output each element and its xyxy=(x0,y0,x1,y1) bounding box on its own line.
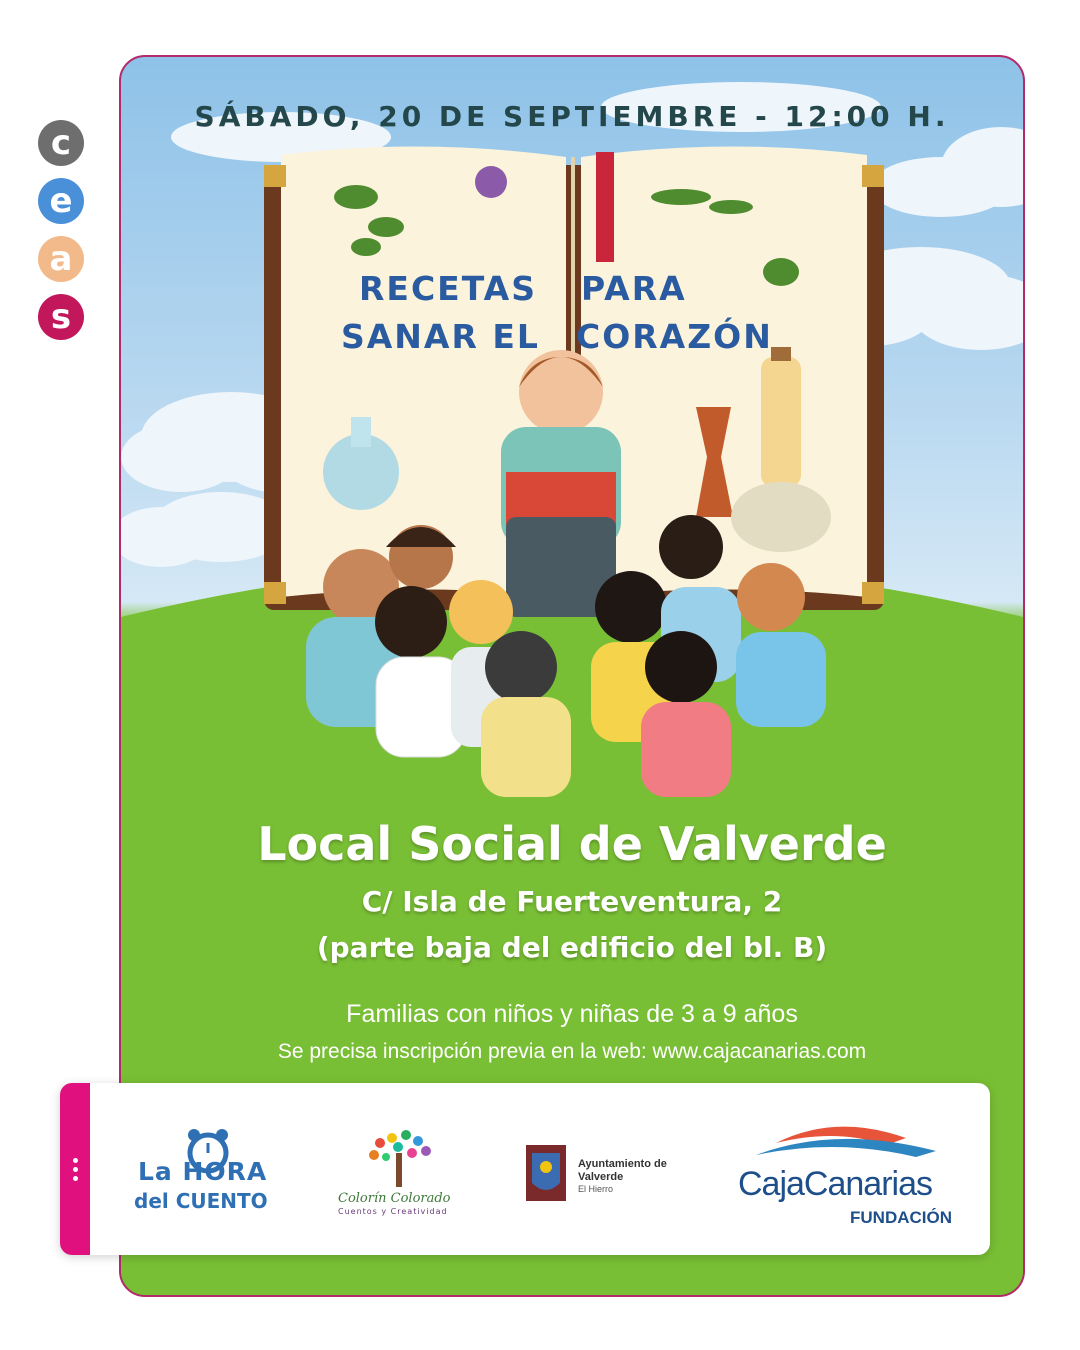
ayuntamiento-valverde-logo xyxy=(522,1083,722,1255)
colorin-subtitle: Cuentos y Creatividad xyxy=(338,1207,448,1216)
waves-icon xyxy=(736,1083,966,1163)
hora-title: La HORA xyxy=(138,1157,268,1186)
book-title-word-4: CORAZÓN xyxy=(576,317,773,356)
ceas-brand-letters xyxy=(38,120,86,352)
tree-icon xyxy=(330,1083,470,1193)
book-title-word-3: SANAR EL xyxy=(341,317,540,356)
book-title-word-1: RECETAS xyxy=(359,269,537,308)
ayto-subtitle: El Hierro xyxy=(578,1184,614,1194)
more-dots-icon[interactable] xyxy=(73,1158,78,1181)
la-hora-del-cuento-logo xyxy=(130,1083,290,1255)
audience-text: Familias con niños y niñas de 3 a 9 años xyxy=(346,1000,798,1028)
brand-letter-s: s xyxy=(38,294,84,340)
brand-letter-e: e xyxy=(38,178,84,224)
book-title-word-2: PARA xyxy=(581,269,687,308)
colorin-title: Colorín Colorado xyxy=(338,1191,451,1206)
colorin-colorado-logo xyxy=(330,1083,470,1255)
venue-address: C/ Isla de Fuerteventura, 2 xyxy=(361,885,783,918)
venue-address-detail: (parte baja del edificio del bl. B) xyxy=(316,931,828,964)
brand-letter-a: a xyxy=(38,236,84,282)
card-menu-tab[interactable] xyxy=(60,1083,90,1255)
event-date: SÁBADO, 20 DE SEPTIEMBRE - 12:00 H. xyxy=(194,100,950,133)
caja-subtitle: FUNDACIÓN xyxy=(850,1208,952,1227)
coat-of-arms-icon xyxy=(522,1083,572,1255)
sponsors-card xyxy=(60,1083,990,1255)
cajacanarias-fundacion-logo xyxy=(736,1083,966,1255)
venue-name: Local Social de Valverde xyxy=(257,817,887,871)
brand-letter-c: c xyxy=(38,120,84,166)
hora-subtitle: del CUENTO xyxy=(134,1189,268,1213)
ayto-title: Ayuntamiento de Valverde xyxy=(578,1158,667,1183)
registration-text: Se precisa inscripción previa en la web: www.cajacanarias.com xyxy=(277,1040,867,1063)
caja-title: CajaCanarias xyxy=(738,1165,932,1203)
